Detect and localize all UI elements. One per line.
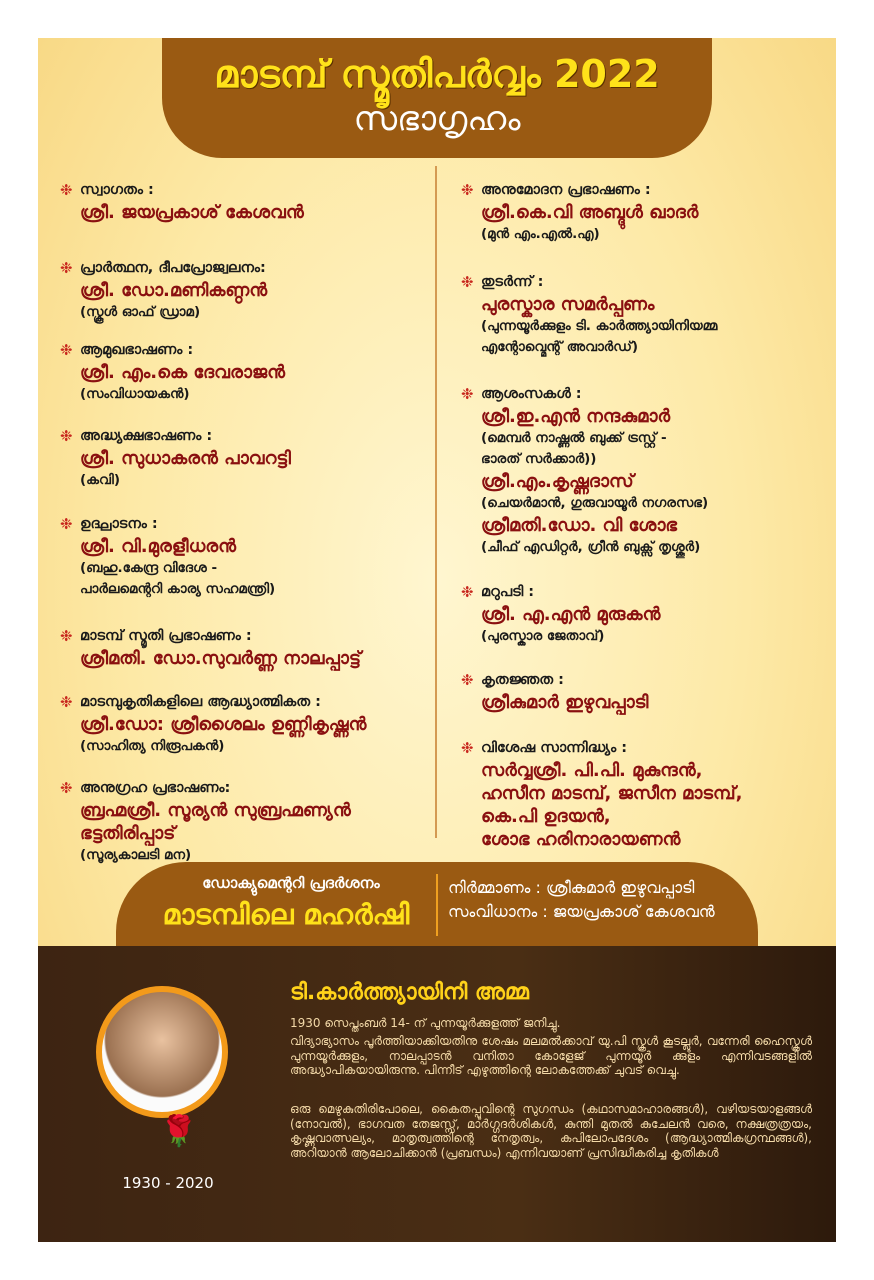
- header-banner: [162, 38, 712, 158]
- flower-bullet-icon: ❉: [461, 273, 474, 291]
- person-name: ഭട്ടതിരിപ്പാട്: [80, 823, 176, 844]
- bio-name: ടി.കാർത്ത്യായിനി അമ്മ: [290, 980, 529, 1005]
- rose-icon: 🌹: [160, 1114, 198, 1149]
- documentary-label: ഡോക്യുമെന്ററി പ്രദർശനം: [202, 874, 380, 892]
- person-note: (സ്കൂൾ ഓഫ് ഡ്രാമ): [80, 304, 201, 320]
- item-heading: അനുഗ്രഹ പ്രഭാഷണം:: [80, 780, 231, 796]
- item-heading: തുടർന്ന് :: [481, 274, 544, 290]
- life-years: 1930 - 2020: [122, 1174, 214, 1192]
- item-heading: ആശംസകൾ :: [481, 386, 582, 402]
- program-item: [461, 670, 648, 714]
- person-name: പുരസ്കാര സമർപ്പണം: [481, 294, 655, 315]
- flower-bullet-icon: ❉: [461, 385, 474, 403]
- flower-bullet-icon: ❉: [60, 259, 73, 277]
- item-heading: കൃതജ്ഞത :: [481, 672, 564, 688]
- item-heading: അദ്ധ്യക്ഷഭാഷണം :: [80, 428, 213, 444]
- banner-divider: [436, 874, 438, 936]
- flower-bullet-icon: ❉: [60, 515, 73, 533]
- person-note: (പുരസ്കാര ജേതാവ്): [481, 628, 605, 644]
- person-note: (മെമ്പർ നാഷ്ണൽ ബുക്ക് ട്രസ്റ്റ് -: [481, 430, 667, 446]
- bio-paragraph-2: വിദ്യാഭ്യാസം പൂർത്തിയാക്കിയതിനു ശേഷം മലമൽക്കാവ് യു.പി സ്കൂൾ കൂടല്ലൂർ, വന്നേരി ഹൈസ്കൂൾ പുന്നയൂർക്കുളം, നാലപ്പാടൻ വനിതാ കോളേജ് പുന്നയൂർ ക്കുളം എന്നിവടങ്ങളിൽ അദ്ധ്യാപികയായിരുന്നു. പിന്നീട് എഴുത്തിന്റെ ലോകത്തേക്ക് ചുവട് വെച്ചു.: [290, 1034, 812, 1077]
- person-name: ശ്രീ. വി.മുരളീധരൻ: [80, 536, 237, 557]
- person-name: ശ്രീ.ഡോ: ശ്രീശൈലം ഉണ്ണികൃഷ്ണൻ: [80, 714, 367, 735]
- flower-bullet-icon: ❉: [60, 779, 73, 797]
- person-name: ശ്രീ.എം.കൃഷ്ണദാസ്: [481, 471, 634, 492]
- person-note: (ചെയർമാൻ, ഗുരുവായൂർ നഗരസഭ): [481, 495, 709, 511]
- person-note: (ബഹു.കേന്ദ്ര വിദേശ -: [80, 560, 218, 576]
- person-note: (മുൻ എം.എൽ.എ): [481, 226, 600, 242]
- person-note: (സൂര്യകാലടി മന): [80, 847, 192, 863]
- poster-title: മാടമ്പ് സ്മൃതിപർവ്വം 2022: [214, 52, 660, 96]
- flower-bullet-icon: ❉: [461, 583, 474, 601]
- person-name: കെ.പി ഉദയൻ,: [481, 806, 611, 827]
- program-item: [60, 426, 291, 491]
- person-name: സർവ്വശ്രീ. പി.പി. മുകുന്ദൻ,: [481, 760, 703, 781]
- item-heading: മാടമ്പ് സ്മൃതി പ്രഭാഷണം :: [80, 628, 252, 644]
- program-item: [461, 180, 698, 245]
- item-heading: ആമുഖഭാഷണം :: [80, 342, 194, 358]
- person-note: (കവി): [80, 472, 121, 488]
- person-note: (സംവിധായകൻ): [80, 386, 190, 402]
- documentary-title: മാടമ്പിലെ മഹർഷി: [162, 898, 410, 931]
- person-name: ശ്രീ. എ.എൻ മുരുകൻ: [481, 604, 661, 625]
- program-item: [60, 258, 267, 323]
- program-item: [60, 626, 361, 670]
- person-name: ശ്രീമതി.ഡോ. വി ശോഭ: [481, 515, 678, 536]
- person-name: ശ്രീ.ഇ.എൻ നന്ദകുമാർ: [481, 406, 671, 427]
- person-name: ശ്രീ.കെ.വി അബ്ദുൾ ഖാദർ: [481, 202, 699, 223]
- item-heading: മാടമ്പുകൃതികളിലെ ആദ്ധ്യാത്മികത :: [80, 694, 321, 710]
- person-name: ഹസീന മാടമ്പ്, ജസീന മാടമ്പ്,: [481, 783, 743, 804]
- person-name: ശ്രീ. സുധാകരൻ പാവറട്ടി: [80, 448, 291, 469]
- program-item: [461, 738, 742, 851]
- person-note: ഭാരത് സർക്കാർ)): [481, 451, 597, 467]
- flower-bullet-icon: ❉: [60, 181, 73, 199]
- person-name: ശ്രീ. ജയപ്രകാശ് കേശവൻ: [80, 202, 304, 223]
- program-item: [60, 340, 285, 405]
- biography-section: [38, 946, 836, 1242]
- flower-bullet-icon: ❉: [461, 181, 474, 199]
- program-item: [60, 180, 304, 224]
- person-note: (സാഹിത്യ നിരൂപകൻ): [80, 738, 225, 754]
- item-heading: പ്രാർത്ഥന, ദീപപ്രോജ്വലനം:: [80, 260, 266, 276]
- person-name: ശ്രീകുമാർ ഇഴുവപ്പാടി: [481, 692, 649, 713]
- item-heading: സ്വാഗതം :: [80, 182, 154, 198]
- flower-bullet-icon: ❉: [60, 341, 73, 359]
- person-note: (പുന്നയൂർക്കുളം ടി. കാർത്ത്യായിനിയമ്മ: [481, 318, 718, 334]
- program-item: [461, 272, 717, 358]
- person-note: എന്റോവ്മെന്റ് അവാർഡ്): [481, 339, 639, 355]
- flower-bullet-icon: ❉: [60, 427, 73, 445]
- person-note: (ചീഫ് എഡിറ്റർ, ഗ്രീൻ ബുക്സ് തൃശ്ശൂർ): [481, 539, 701, 555]
- item-heading: ഉദ്ഘാടനം :: [80, 516, 158, 532]
- person-note: പാർലമെന്ററി കാര്യ സഹമന്ത്രി): [80, 581, 276, 597]
- production-credit: നിർമ്മാണം : ശ്രീകുമാർ ഇഴുവപ്പാടി: [448, 878, 695, 897]
- person-name: ശ്രീമതി. ഡോ.സുവർണ്ണ നാലപ്പാട്ട്: [80, 648, 362, 669]
- person-name: ശ്രീ. ഡോ.മണികണ്ഠൻ: [80, 280, 268, 301]
- program-item: [461, 384, 708, 558]
- program-item: [60, 514, 275, 600]
- flower-bullet-icon: ❉: [461, 671, 474, 689]
- poster-subtitle: സഭാഗൃഹം: [353, 99, 521, 139]
- program-item: [461, 582, 660, 647]
- program-item: [60, 692, 366, 757]
- flower-bullet-icon: ❉: [60, 693, 73, 711]
- direction-credit: സംവിധാനം : ജയപ്രകാശ് കേശവൻ: [448, 902, 715, 921]
- program-item: [60, 778, 351, 866]
- person-name: ബ്രഹ്മശ്രീ. സൂര്യൻ സുബ്രഹ്മണ്യൻ: [80, 800, 351, 821]
- portrait-photo: [96, 986, 228, 1118]
- flower-bullet-icon: ❉: [461, 739, 474, 757]
- column-divider: [435, 166, 437, 838]
- bio-paragraph-3: ഒരു മെഴുകുതിരിപോലെ, കൈതപ്പൂവിന്റെ സുഗന്ധം (കഥാസമാഹാരങ്ങൾ), വഴിയടയാളങ്ങൾ (നോവൽ), ഭാഗവത തേജസ്സ്, മാർഗ്ഗദർശികൾ, കുന്തി മുതൽ കുചേലൻ വരെ, നക്ഷത്രത്രയം, കൃഷ്ണവാത്സല്യം, മാതൃത്വത്തിന്റെ നേതൃത്വം, കപിലോപദേശം (ആദ്ധ്യാത്മികഗ്രന്ഥങ്ങൾ), അറിയാൻ ആലോചിക്കാൻ (പ്രബന്ധം) എന്നിവയാണ് പ്രസിദ്ധീകരിച്ച കൃതികൾ: [290, 1102, 812, 1160]
- event-poster: [38, 38, 836, 1242]
- documentary-banner: [116, 862, 758, 946]
- person-name: ശ്രീ. എം.കെ ദേവരാജൻ: [80, 362, 285, 383]
- item-heading: അനുമോദന പ്രഭാഷണം :: [481, 182, 651, 198]
- person-name: ശോഭ ഹരിനാരായണൻ: [481, 829, 681, 850]
- item-heading: മറുപടി :: [481, 584, 535, 600]
- bio-paragraph-1: 1930 സെപ്തംബർ 14- ന് പുന്നയൂർക്കുളത്ത് ജനിച്ചു.: [290, 1016, 561, 1030]
- item-heading: വിശേഷ സാന്നിദ്ധ്യം :: [481, 740, 628, 756]
- flower-bullet-icon: ❉: [60, 627, 73, 645]
